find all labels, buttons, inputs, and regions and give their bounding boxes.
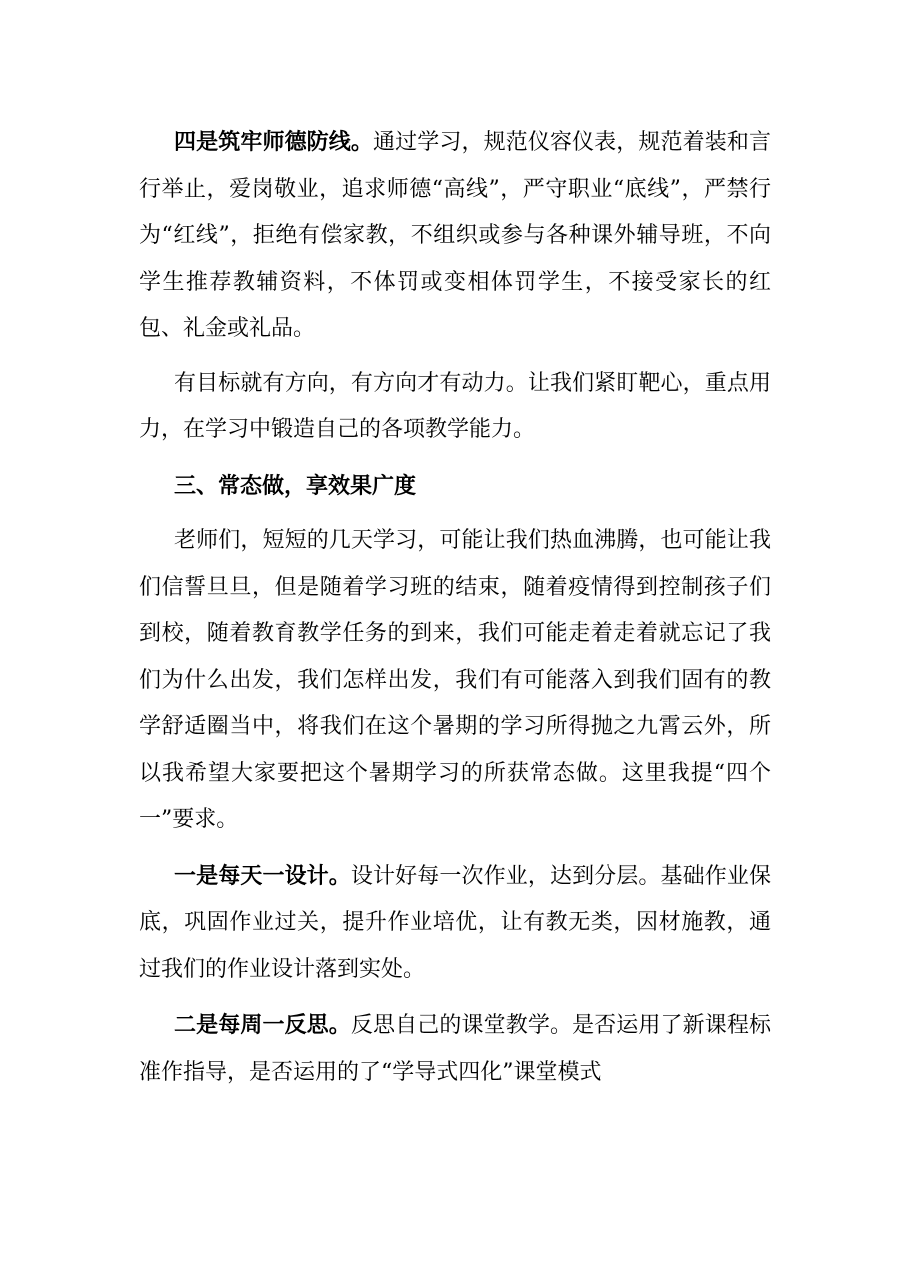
paragraph-text: 反思自己的课堂教学。是否运用了新课程标准作指导，是否运用的了“学导式四化”课堂模式 bbox=[139, 1013, 771, 1085]
paragraph-lead: 二是每周一反思。 bbox=[174, 1013, 351, 1038]
paragraph-text: 老师们，短短的几天学习，可能让我们热血沸腾，也可能让我们信誓旦旦，但是随着学习班的结束，随着疫情得到控制孩子们到校，随着教育教学任务的到来，我们可能走着走着就忘记了我们为什么出发，我们怎样出发，我们有可能落入到我们固有的教学舒适圈当中，将我们在这个暑期的学习所得抛之九霄云外，所以我希望大家要把这个暑期学习的所获常态做。这里我提“四个一”要求。 bbox=[139, 528, 771, 832]
paragraph-lead: 一是每天一设计。 bbox=[174, 863, 351, 889]
paragraph-weekly-reflection bbox=[139, 1003, 771, 1096]
paragraph-teacher-ethics bbox=[139, 120, 771, 353]
paragraph-text: 设计好每一次作业，达到分层。基础作业保底，巩固作业过关，提升作业培优，让有教无类，因材施教，通过我们的作业设计落到实处。 bbox=[139, 863, 771, 982]
paragraph-text: 有目标就有方向，有方向才有动力。让我们紧盯靶心，重点用力，在学习中锻造自己的各项教学能力。 bbox=[139, 370, 771, 442]
paragraph-goal bbox=[139, 361, 771, 454]
paragraph-daily-design bbox=[139, 854, 771, 994]
paragraph-lead: 四是筑牢师德防线。 bbox=[174, 130, 374, 155]
paragraph-teachers bbox=[139, 518, 771, 844]
section-heading: 三、常态做，享效果广度 bbox=[174, 473, 417, 499]
paragraph-text: 通过学习，规范仪容仪表，规范着装和言行举止，爱岗敬业，追求师德“高线”，严守职业“底线”，严禁行为“红线”，拒绝有偿家教，不组织或参与各种课外辅导班，不向学生推荐教辅资料，不体罚或变相体罚学生，不接受家长的红包、礼金或礼品。 bbox=[139, 130, 771, 341]
document-page bbox=[139, 120, 771, 1096]
